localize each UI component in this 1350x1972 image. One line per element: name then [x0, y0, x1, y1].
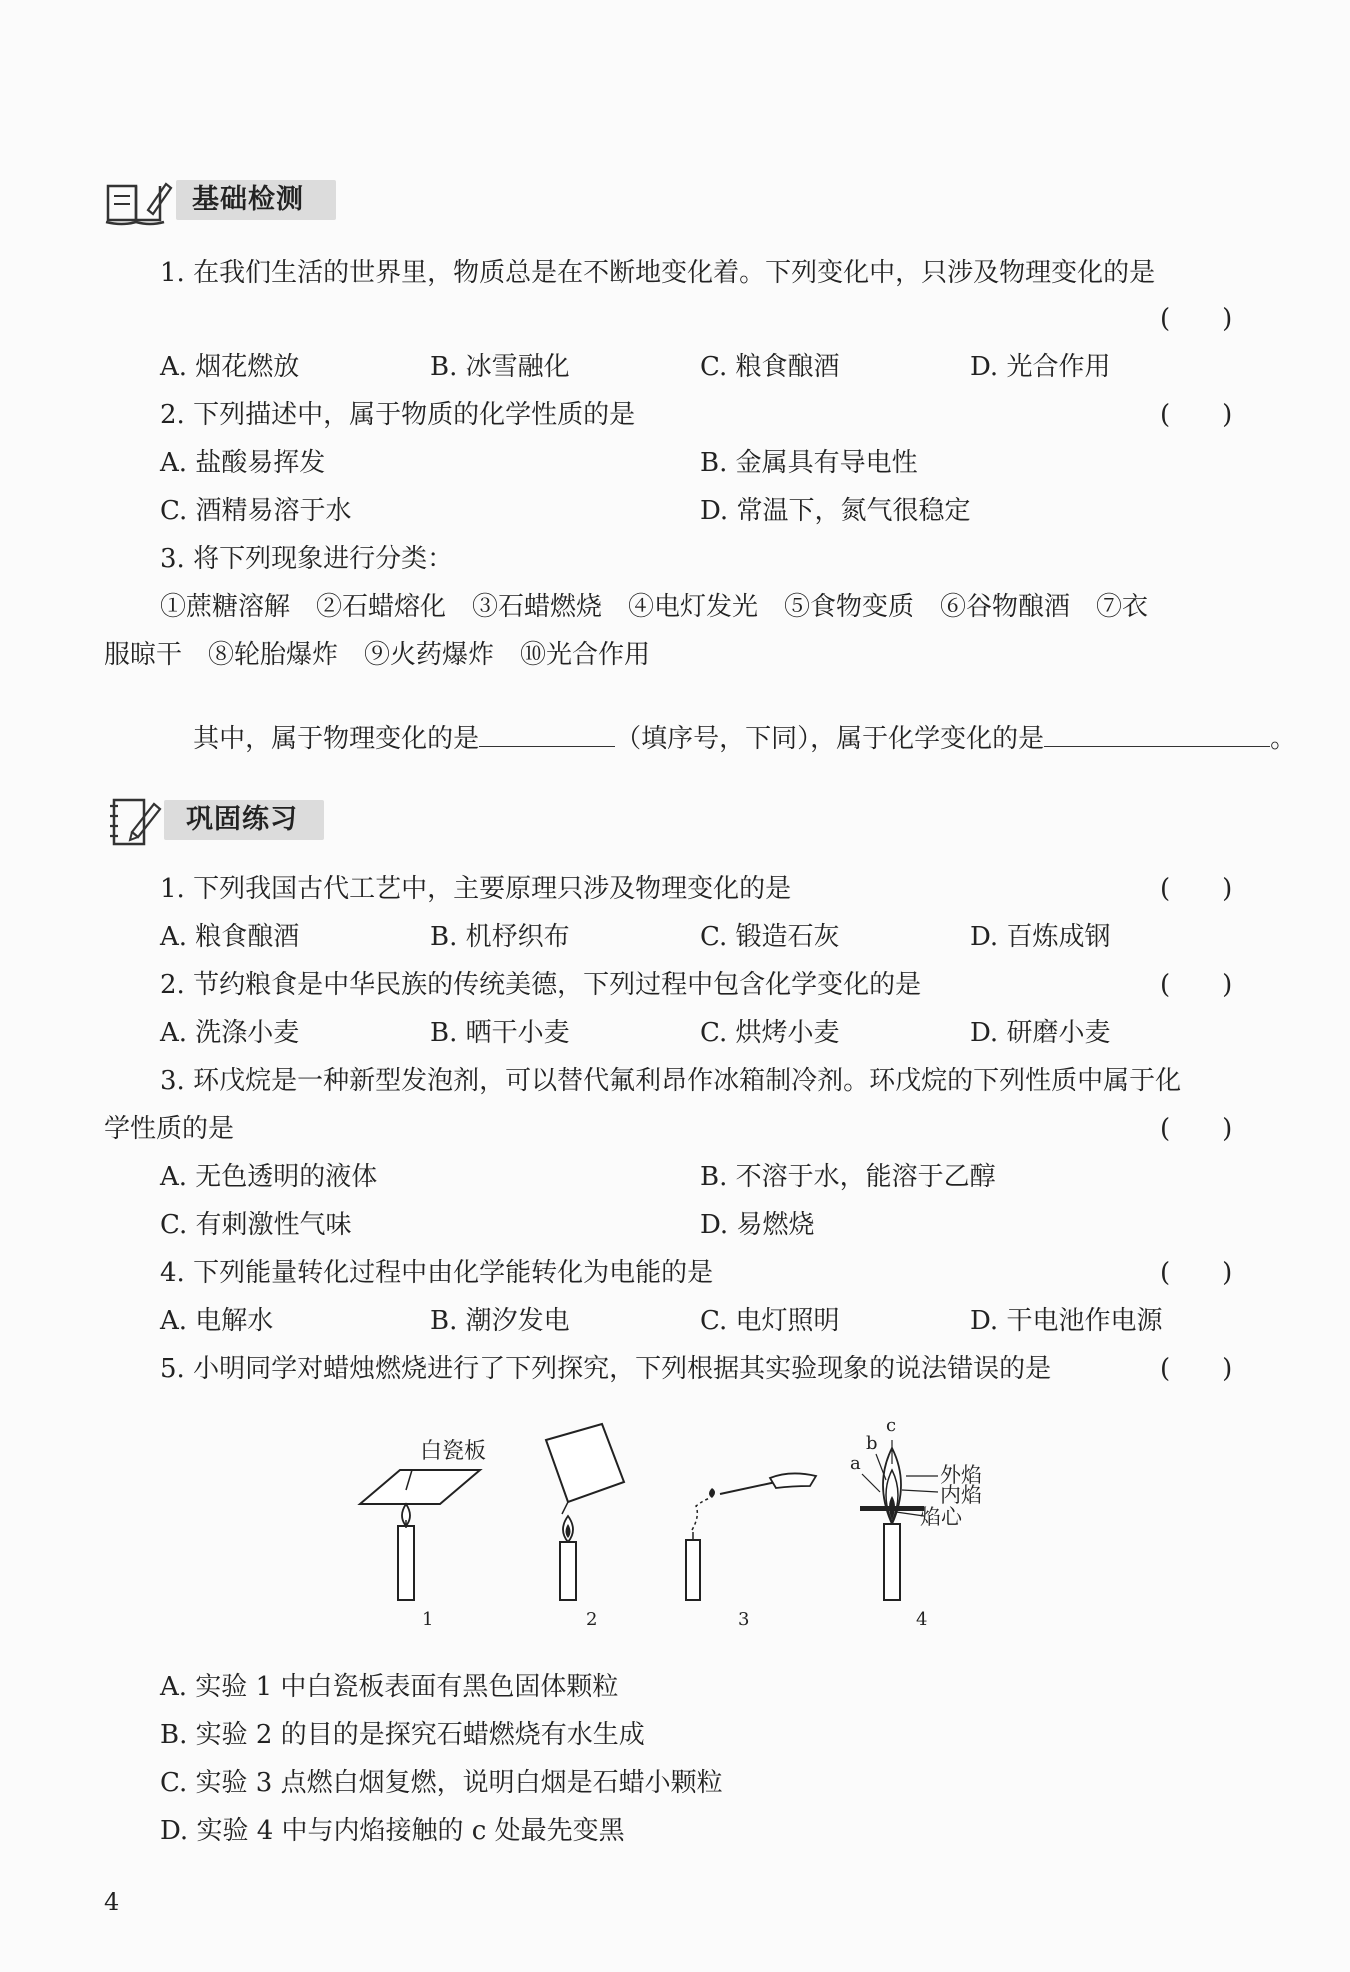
option: D. 干电池作电源: [970, 1306, 1163, 1336]
experiment-3-drawing: [686, 1473, 816, 1600]
answer-blank-chemical[interactable]: [1044, 720, 1270, 747]
section-title: 基础检测: [192, 184, 304, 215]
plate-label: 白瓷板: [420, 1439, 487, 1464]
experiment-number: 4: [916, 1609, 928, 1630]
fill-text: 。: [1270, 724, 1297, 754]
option: D. 研磨小麦: [970, 1018, 1111, 1048]
question-text: 3. 环戊烷是一种新型发泡剂，可以替代氟利昂作冰箱制冷剂。环戊烷的下列性质中属于化: [160, 1066, 1182, 1096]
option: D. 百炼成钢: [970, 922, 1111, 952]
option: A. 无色透明的液体: [160, 1162, 378, 1192]
option: A. 粮食酿酒: [160, 922, 300, 952]
option: C. 粮食酿酒: [700, 352, 840, 382]
phenomena-list: 服晾干 ⑧轮胎爆炸 ⑨火药爆炸 ⑩光合作用: [104, 640, 651, 670]
fill-text: （填序号，下同），属于化学变化的是: [615, 724, 1045, 754]
option: D. 光合作用: [970, 352, 1111, 382]
answer-bracket: ( ): [1160, 1258, 1233, 1288]
page-number: 4: [104, 1888, 120, 1916]
option: B. 机杼织布: [430, 922, 570, 952]
option: C. 锻造石灰: [700, 922, 840, 952]
answer-bracket: ( ): [1160, 874, 1233, 904]
answer-bracket: ( ): [1160, 970, 1233, 1000]
question-text: 5. 小明同学对蜡烛燃烧进行了下列探究，下列根据其实验现象的说法错误的是: [160, 1354, 1052, 1384]
question-text: 1. 下列我国古代工艺中，主要原理只涉及物理变化的是: [160, 874, 792, 904]
option: C. 有刺激性气味: [160, 1210, 352, 1240]
answer-bracket: ( ): [1160, 1354, 1233, 1384]
option: D. 实验 4 中与内焰接触的 c 处最先变黑: [160, 1816, 625, 1846]
option: C. 电灯照明: [700, 1306, 840, 1336]
notebook-pencil-icon: [106, 794, 166, 850]
question-text: 学性质的是: [104, 1114, 235, 1144]
section-title: 巩固练习: [186, 804, 298, 835]
phenomena-list: ①蔗糖溶解 ②石蜡熔化 ③石蜡燃烧 ④电灯发光 ⑤食物变质 ⑥谷物酿酒 ⑦衣: [160, 592, 1149, 622]
option: C. 烘烤小麦: [700, 1018, 840, 1048]
experiment-1-drawing: [360, 1470, 480, 1600]
option: A. 电解水: [160, 1306, 274, 1336]
option: A. 洗涤小麦: [160, 1018, 300, 1048]
flame-letter-a: a: [850, 1453, 861, 1474]
option: C. 实验 3 点燃白烟复燃，说明白烟是石蜡小颗粒: [160, 1768, 723, 1798]
answer-bracket: ( ): [1160, 400, 1233, 430]
experiment-number: 3: [738, 1609, 750, 1630]
inner-flame-label: 内焰: [940, 1483, 982, 1507]
flame-core-label: 焰心: [920, 1505, 962, 1529]
option: B. 潮汐发电: [430, 1306, 570, 1336]
experiment-number: 1: [422, 1609, 434, 1630]
question-text: 2. 下列描述中，属于物质的化学性质的是: [160, 400, 636, 430]
fill-in-sentence: [160, 686, 1296, 790]
option: A. 烟花燃放: [160, 352, 300, 382]
option: B. 不溶于水，能溶于乙醇: [700, 1162, 996, 1192]
question-text: 1. 在我们生活的世界里，物质总是在不断地变化着。下列变化中，只涉及物理变化的是: [160, 258, 1156, 288]
candle-experiments-figure: [340, 1415, 1020, 1640]
option: A. 实验 1 中白瓷板表面有黑色固体颗粒: [160, 1672, 619, 1702]
answer-bracket: ( ): [1160, 304, 1233, 334]
open-book-icon: [104, 176, 174, 228]
option: B. 金属具有导电性: [700, 448, 918, 478]
option: C. 酒精易溶于水: [160, 496, 352, 526]
fill-text: 其中，属于物理变化的是: [193, 724, 480, 754]
answer-blank-physical[interactable]: [479, 720, 615, 747]
flame-letter-c: c: [886, 1415, 897, 1436]
option: D. 常温下，氮气很稳定: [700, 496, 971, 526]
option: B. 晒干小麦: [430, 1018, 570, 1048]
section-header-basic: [104, 172, 364, 228]
answer-bracket: ( ): [1160, 1114, 1233, 1144]
option: A. 盐酸易挥发: [160, 448, 326, 478]
question-text: 4. 下列能量转化过程中由化学能转化为电能的是: [160, 1258, 714, 1288]
option: B. 实验 2 的目的是探究石蜡燃烧有水生成: [160, 1720, 645, 1750]
question-text: 3. 将下列现象进行分类：: [160, 544, 454, 574]
experiment-number: 2: [586, 1609, 598, 1630]
experiment-2-drawing: [546, 1424, 624, 1600]
option: D. 易燃烧: [700, 1210, 815, 1240]
question-text: 2. 节约粮食是中华民族的传统美德，下列过程中包含化学变化的是: [160, 970, 922, 1000]
flame-letter-b: b: [866, 1433, 878, 1454]
section-header-practice: [104, 792, 364, 848]
option: B. 冰雪融化: [430, 352, 570, 382]
outer-flame-label: 外焰: [940, 1463, 982, 1487]
